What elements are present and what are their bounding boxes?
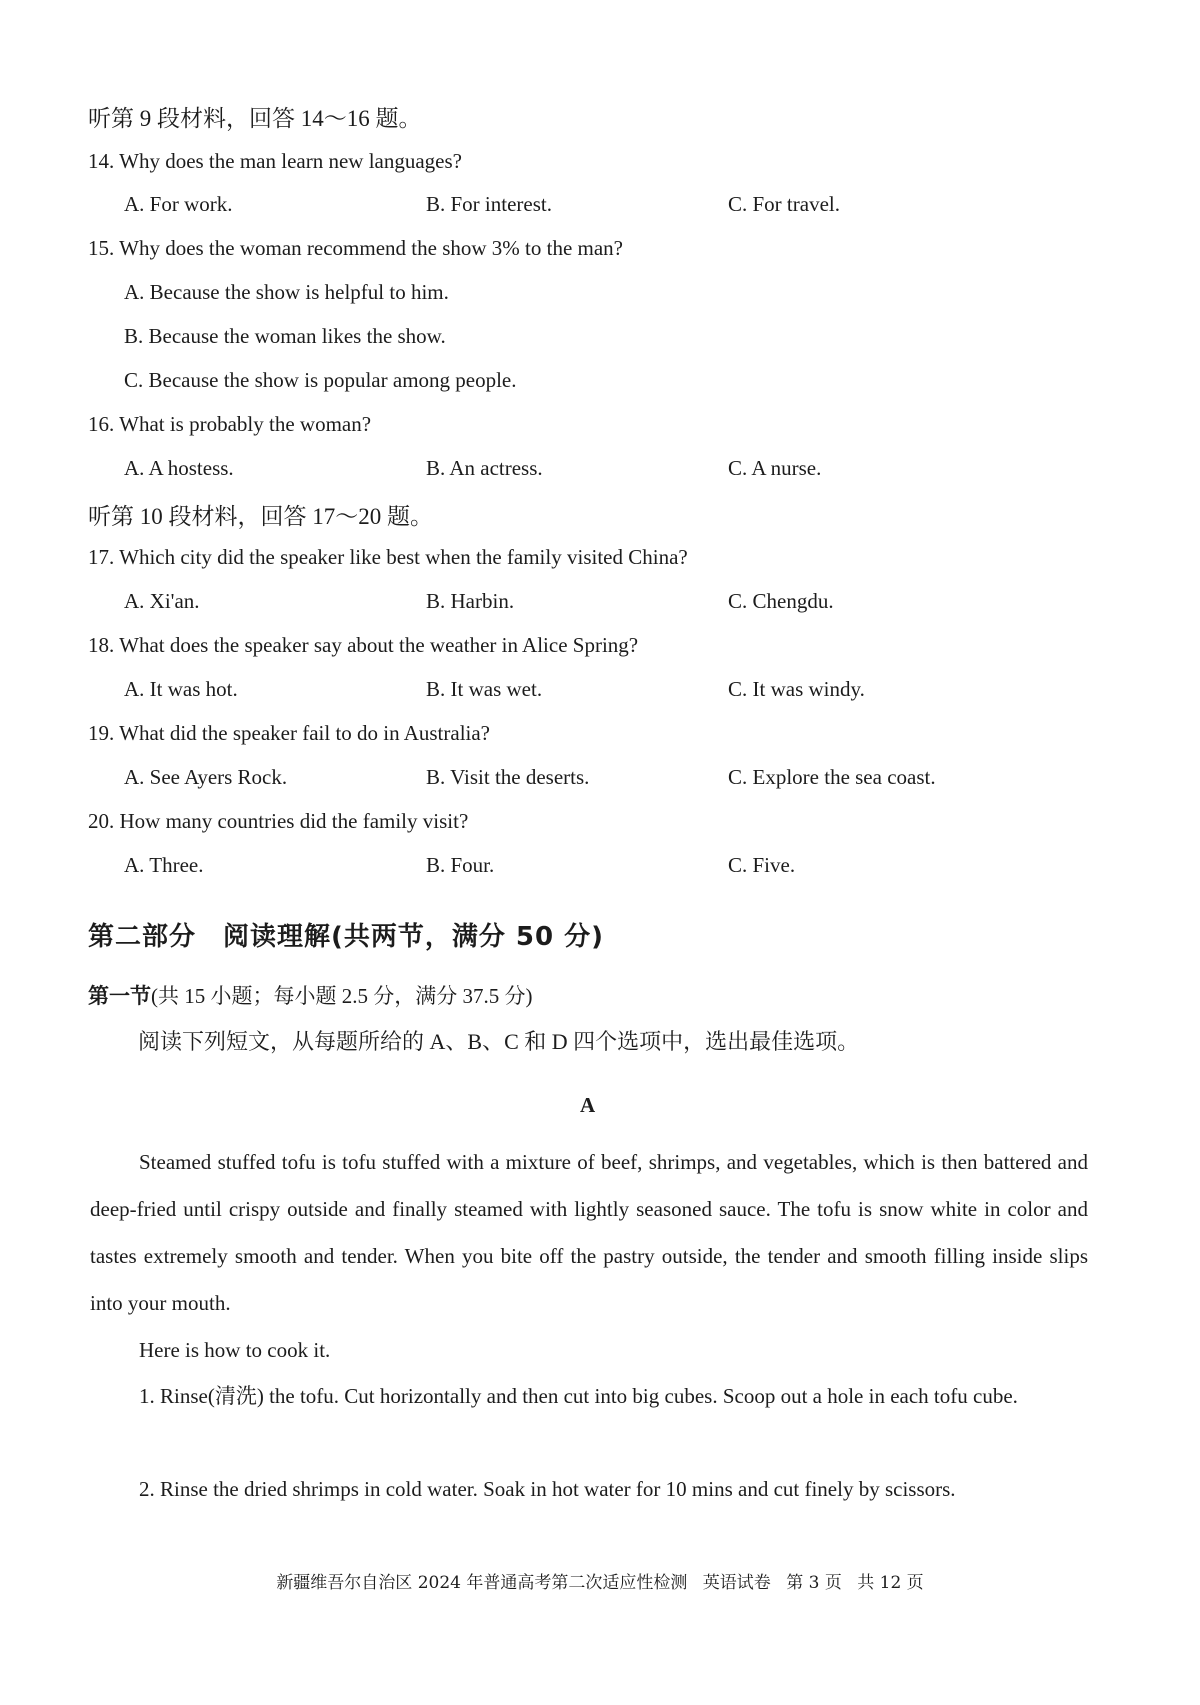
passage-paragraph-4: 2. Rinse the dried shrimps in cold water. Soak in hot water for 10 mins and cut finely by scissors. [139, 1477, 956, 1501]
q15-option-c: C. Because the show is popular among people. [124, 368, 517, 392]
q14-option-a: A. For work. [124, 192, 233, 216]
section-10-header: 听第 10 段材料，回答 17～20 题。 [88, 504, 433, 529]
section-one-header [88, 980, 533, 1010]
q18-option-b: B. It was wet. [426, 677, 543, 701]
footer-subject: 英语试卷 [702, 1573, 771, 1593]
page-footer [0, 1568, 1200, 1593]
q20-option-c: C. Five. [728, 853, 796, 877]
passage-paragraph-3: 1. Rinse(清洗) the tofu. Cut horizontally and then cut into big cubes. Scoop out a hole in each tofu cube. [139, 1384, 1018, 1408]
part-two-title: 第二部分 阅读理解(共两节，满分 50 分) [88, 922, 605, 952]
q16-option-b: B. An actress. [426, 456, 543, 480]
q16-option-a: A. A hostess. [124, 456, 234, 480]
q16-option-c: C. A nurse. [728, 456, 822, 480]
q15-option-a: A. Because the show is helpful to him. [124, 280, 449, 304]
section-one-detail: (共 15 小题；每小题 2.5 分，满分 37.5 分) [151, 984, 533, 1008]
question-14: 14. Why does the man learn new languages? [88, 149, 462, 173]
question-19: 19. What did the speaker fail to do in Australia? [88, 721, 491, 745]
footer-total-pages: 共 12 页 [857, 1573, 924, 1593]
question-15: 15. Why does the woman recommend the show 3% to the man? [88, 236, 623, 260]
q19-option-c: C. Explore the sea coast. [728, 765, 936, 789]
question-17: 17. Which city did the speaker like best when the family visited China? [88, 545, 688, 569]
q19-option-a: A. See Ayers Rock. [124, 765, 288, 789]
question-18: 18. What does the speaker say about the weather in Alice Spring? [88, 633, 639, 657]
q17-option-b: B. Harbin. [426, 589, 515, 613]
q17-option-a: A. Xi'an. [124, 589, 200, 613]
q14-option-c: C. For travel. [728, 192, 840, 216]
passage-letter: A [580, 1093, 596, 1117]
q17-option-c: C. Chengdu. [728, 589, 834, 613]
question-20: 20. How many countries did the family visit? [88, 809, 469, 833]
q20-option-b: B. Four. [426, 853, 495, 877]
q19-option-b: B. Visit the deserts. [426, 765, 590, 789]
reading-instruction: 阅读下列短文，从每题所给的 A、B、C 和 D 四个选项中，选出最佳选项。 [138, 1029, 860, 1054]
footer-exam-name: 新疆维吾尔自治区 2024 年普通高考第二次适应性检测 [276, 1573, 688, 1593]
q18-option-a: A. It was hot. [124, 677, 238, 701]
question-16: 16. What is probably the woman? [88, 412, 372, 436]
passage-paragraph-1: Steamed stuffed tofu is tofu stuffed with a mixture of beef, shrimps, and vegetables, which is then battered and deep-fried until crispy outside and finally steamed with lightly seasoned sauce. The tofu is snow white in color and tastes extremely smooth and tender. When you bite off the pastry outside, the tender and smooth filling inside slips into your mouth. [90, 1150, 1088, 1315]
q18-option-c: C. It was windy. [728, 677, 865, 701]
q20-option-a: A. Three. [124, 853, 204, 877]
q14-option-b: B. For interest. [426, 192, 552, 216]
section-9-header: 听第 9 段材料，回答 14～16 题。 [88, 106, 422, 131]
footer-page-number: 第 3 页 [786, 1573, 842, 1593]
section-one-label: 第一节 [88, 984, 151, 1008]
q15-option-b: B. Because the woman likes the show. [124, 324, 446, 348]
passage-paragraph-2: Here is how to cook it. [139, 1338, 331, 1362]
